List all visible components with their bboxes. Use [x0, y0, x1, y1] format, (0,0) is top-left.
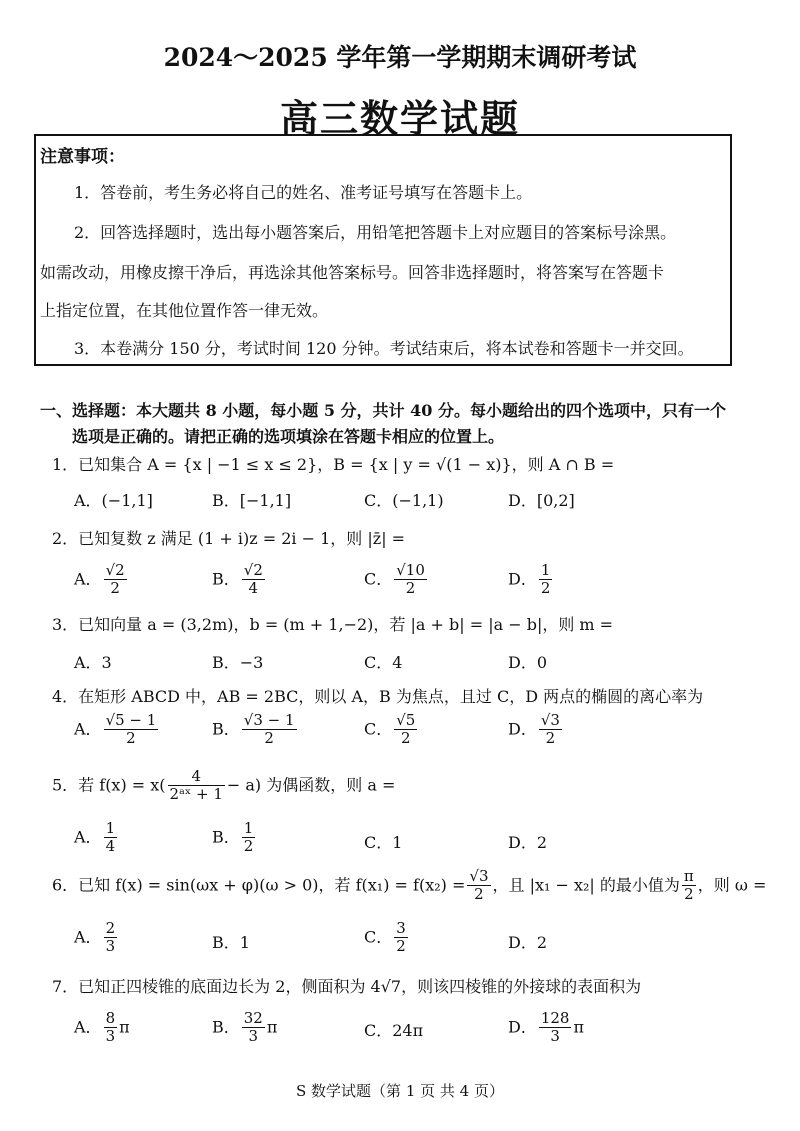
q7-option-a	[74, 1010, 130, 1046]
q6-option-c-den: 2	[396, 937, 406, 956]
q5-stem-post: − a) 为偶函数，则 a =	[226, 775, 396, 795]
q6-option-c-num: 3	[396, 919, 406, 937]
exam-title: 2024～2025 学年第一学期期末调研考试	[163, 43, 637, 72]
q7-option-a-den: 3	[105, 1027, 116, 1046]
question-5-stem	[52, 768, 395, 804]
q5-stem-frac-num: 4	[168, 768, 225, 786]
q3-option-b: B．−3	[212, 653, 264, 672]
q2-option-c	[364, 562, 429, 598]
q6-option-a-den: 3	[105, 937, 116, 956]
q7-option-a-suffix: π	[119, 1017, 130, 1037]
section-heading-line-2: 选项是正确的。请把正确的选项填涂在答题卡相应的位置上。	[72, 427, 505, 446]
q7-option-b-den: 3	[248, 1027, 259, 1046]
q7-option-d-label: D．	[508, 1017, 537, 1037]
q4-option-a-label: A．	[74, 719, 102, 739]
q6-option-a	[74, 920, 119, 956]
q4-option-d	[508, 712, 564, 748]
q6-frac2-num: π	[683, 867, 694, 885]
q6-option-b: B．1	[212, 933, 250, 952]
q5-stem-pre: 5．若 f(x) = x(	[52, 775, 166, 795]
q2-option-b-label: B．	[212, 569, 240, 589]
q4-option-a-fraction	[104, 712, 159, 748]
q6-stem-fraction-2	[682, 868, 696, 904]
notice-box	[34, 134, 732, 366]
q6-frac1-num: √3	[469, 867, 489, 885]
q5-option-a-label: A．	[74, 827, 102, 847]
q6-option-a-num: 2	[105, 919, 116, 937]
q5-option-b-num: 1	[243, 819, 254, 837]
q5-option-a-fraction	[104, 820, 118, 856]
q5-option-a	[74, 820, 119, 856]
notice-line-1: 1．答卷前，考生务必将自己的姓名、准考证号填写在答题卡上。	[74, 183, 533, 202]
q7-option-a-label: A．	[74, 1017, 102, 1037]
q7-option-d-num: 128	[540, 1009, 570, 1027]
q2-option-a-label: A．	[74, 569, 102, 589]
q4-option-c	[364, 712, 419, 748]
q4-option-b-fraction	[242, 712, 297, 748]
notice-line-2: 2．回答选择题时，选出每小题答案后，用铅笔把答题卡上对应题目的答案标号涂黑。	[74, 223, 677, 242]
q2-option-b-den: 4	[248, 579, 259, 598]
q1-option-a: A．(−1,1]	[74, 491, 153, 510]
q7-option-a-fraction	[104, 1010, 118, 1046]
q7-option-b-suffix: π	[266, 1017, 278, 1037]
question-7-stem: 7．已知正四棱锥的底面边长为 2，侧面积为 4√7，则该四棱锥的外接球的表面积为	[52, 977, 642, 996]
q5-option-d: D．2	[508, 833, 548, 852]
q5-option-b	[212, 820, 257, 856]
notice-line-5: 3．本卷满分 150 分，考试时间 120 分钟。考试结束后，将本试卷和答题卡一并交回。	[74, 339, 694, 358]
paper-title: 高三数学试题	[279, 96, 520, 141]
q7-option-b-num: 32	[243, 1009, 263, 1027]
q4-option-d-den: 2	[545, 729, 556, 748]
q6-frac1-den: 2	[474, 885, 484, 904]
q2-option-c-label: C．	[364, 569, 393, 589]
q4-option-d-fraction	[539, 712, 562, 748]
q6-frac2-den: 2	[684, 885, 694, 904]
q4-option-b-label: B．	[212, 719, 240, 739]
q6-stem-fraction-1	[467, 868, 490, 904]
q7-option-d-fraction	[539, 1010, 572, 1046]
q7-option-a-num: 8	[105, 1009, 116, 1027]
q2-option-c-num: √10	[396, 561, 425, 579]
page-footer: S 数学试题（第 1 页 共 4 页）	[296, 1082, 504, 1100]
q3-option-d: D．0	[508, 653, 548, 672]
q2-option-a-den: 2	[110, 579, 120, 598]
q5-option-a-num: 1	[105, 819, 116, 837]
notice-line-4: 上指定位置，在其他位置作答一律无效。	[40, 301, 329, 320]
q6-stem-post: ，则 ω =	[697, 875, 767, 895]
q2-option-d-num: 1	[540, 561, 551, 579]
q6-option-a-fraction	[104, 920, 118, 956]
q7-option-d-suffix: π	[573, 1017, 584, 1037]
notice-title: 注意事项：	[40, 147, 125, 167]
q3-option-a: A．3	[74, 653, 112, 672]
q1-option-b: B．[−1,1]	[212, 491, 292, 510]
q4-option-c-fraction	[394, 712, 417, 748]
q2-option-d-fraction	[539, 562, 553, 598]
q7-option-b	[212, 1010, 277, 1046]
q1-option-c: C．(−1,1)	[364, 491, 444, 510]
q7-option-b-fraction	[242, 1010, 265, 1046]
q2-option-d	[508, 562, 554, 598]
question-1-stem: 1．已知集合 A = {x | −1 ≤ x ≤ 2}，B = {x | y = √(1 − x)}，则 A ∩ B =	[52, 455, 615, 474]
q2-option-d-label: D．	[508, 569, 537, 589]
q7-option-d-den: 3	[550, 1027, 560, 1046]
q6-option-c	[364, 920, 410, 956]
q2-option-b-num: √2	[243, 561, 263, 579]
q2-option-d-den: 2	[540, 579, 551, 598]
q4-option-b	[212, 712, 299, 748]
q3-option-c: C．4	[364, 653, 403, 672]
q5-option-b-fraction	[242, 820, 256, 856]
q4-option-a	[74, 712, 160, 748]
q5-option-b-den: 2	[243, 837, 254, 856]
q6-option-c-label: C．	[364, 927, 393, 947]
question-6-stem	[52, 868, 766, 904]
q7-option-d	[508, 1010, 584, 1046]
q4-option-a-den: 2	[126, 729, 136, 748]
section-heading-line-1: 一、选择题：本大题共 8 小题，每小题 5 分，共计 40 分。每小题给出的四个选项中，只有一个	[40, 401, 726, 420]
q7-option-b-label: B．	[212, 1017, 240, 1037]
q5-option-c: C．1	[364, 833, 403, 852]
q6-option-d: D．2	[508, 933, 548, 952]
q6-stem-pre: 6．已知 f(x) = sin(ωx + φ)(ω > 0)，若 f(x₁) = f(x₂) =	[52, 875, 466, 895]
q2-option-a	[74, 562, 129, 598]
q5-stem-frac-den: 2ᵃˣ + 1	[169, 785, 223, 804]
q2-option-b	[212, 562, 267, 598]
q2-option-c-den: 2	[405, 579, 416, 598]
q4-option-d-num: √3	[540, 711, 560, 729]
q7-option-c: C．24π	[364, 1021, 424, 1040]
question-2-stem: 2．已知复数 z 满足 (1 + i)z = 2i − 1，则 |z̄| =	[52, 529, 406, 548]
q5-option-b-label: B．	[212, 827, 240, 847]
q6-option-c-fraction	[394, 920, 408, 956]
q4-option-d-label: D．	[508, 719, 537, 739]
question-3-stem: 3．已知向量 a = (3,2m)，b = (m + 1,−2)，若 |a + b| = |a − b|，则 m =	[52, 615, 614, 634]
notice-line-3: 如需改动，用橡皮擦干净后，再选涂其他答案标号。回答非选择题时，将答案写在答题卡	[40, 263, 665, 282]
q4-option-b-num: √3 − 1	[243, 711, 295, 729]
q2-option-b-fraction	[242, 562, 265, 598]
q4-option-a-num: √5 − 1	[105, 711, 157, 729]
q4-option-c-den: 2	[401, 729, 411, 748]
q5-option-a-den: 4	[105, 837, 116, 856]
q2-option-c-fraction	[394, 562, 427, 598]
q4-option-c-label: C．	[364, 719, 393, 739]
q4-option-b-den: 2	[264, 729, 274, 748]
q2-option-a-num: √2	[105, 561, 125, 579]
q6-option-a-label: A．	[74, 927, 102, 947]
q2-option-a-fraction	[104, 562, 127, 598]
question-4-stem: 4．在矩形 ABCD 中，AB = 2BC，则以 A，B 为焦点，且过 C，D 两点的椭圆的离心率为	[52, 687, 704, 706]
q4-option-c-num: √5	[396, 711, 416, 729]
q6-stem-mid: ，且 |x₁ − x₂| 的最小值为	[492, 875, 680, 895]
q1-option-d: D．[0,2]	[508, 491, 575, 510]
q5-stem-fraction	[168, 768, 225, 804]
